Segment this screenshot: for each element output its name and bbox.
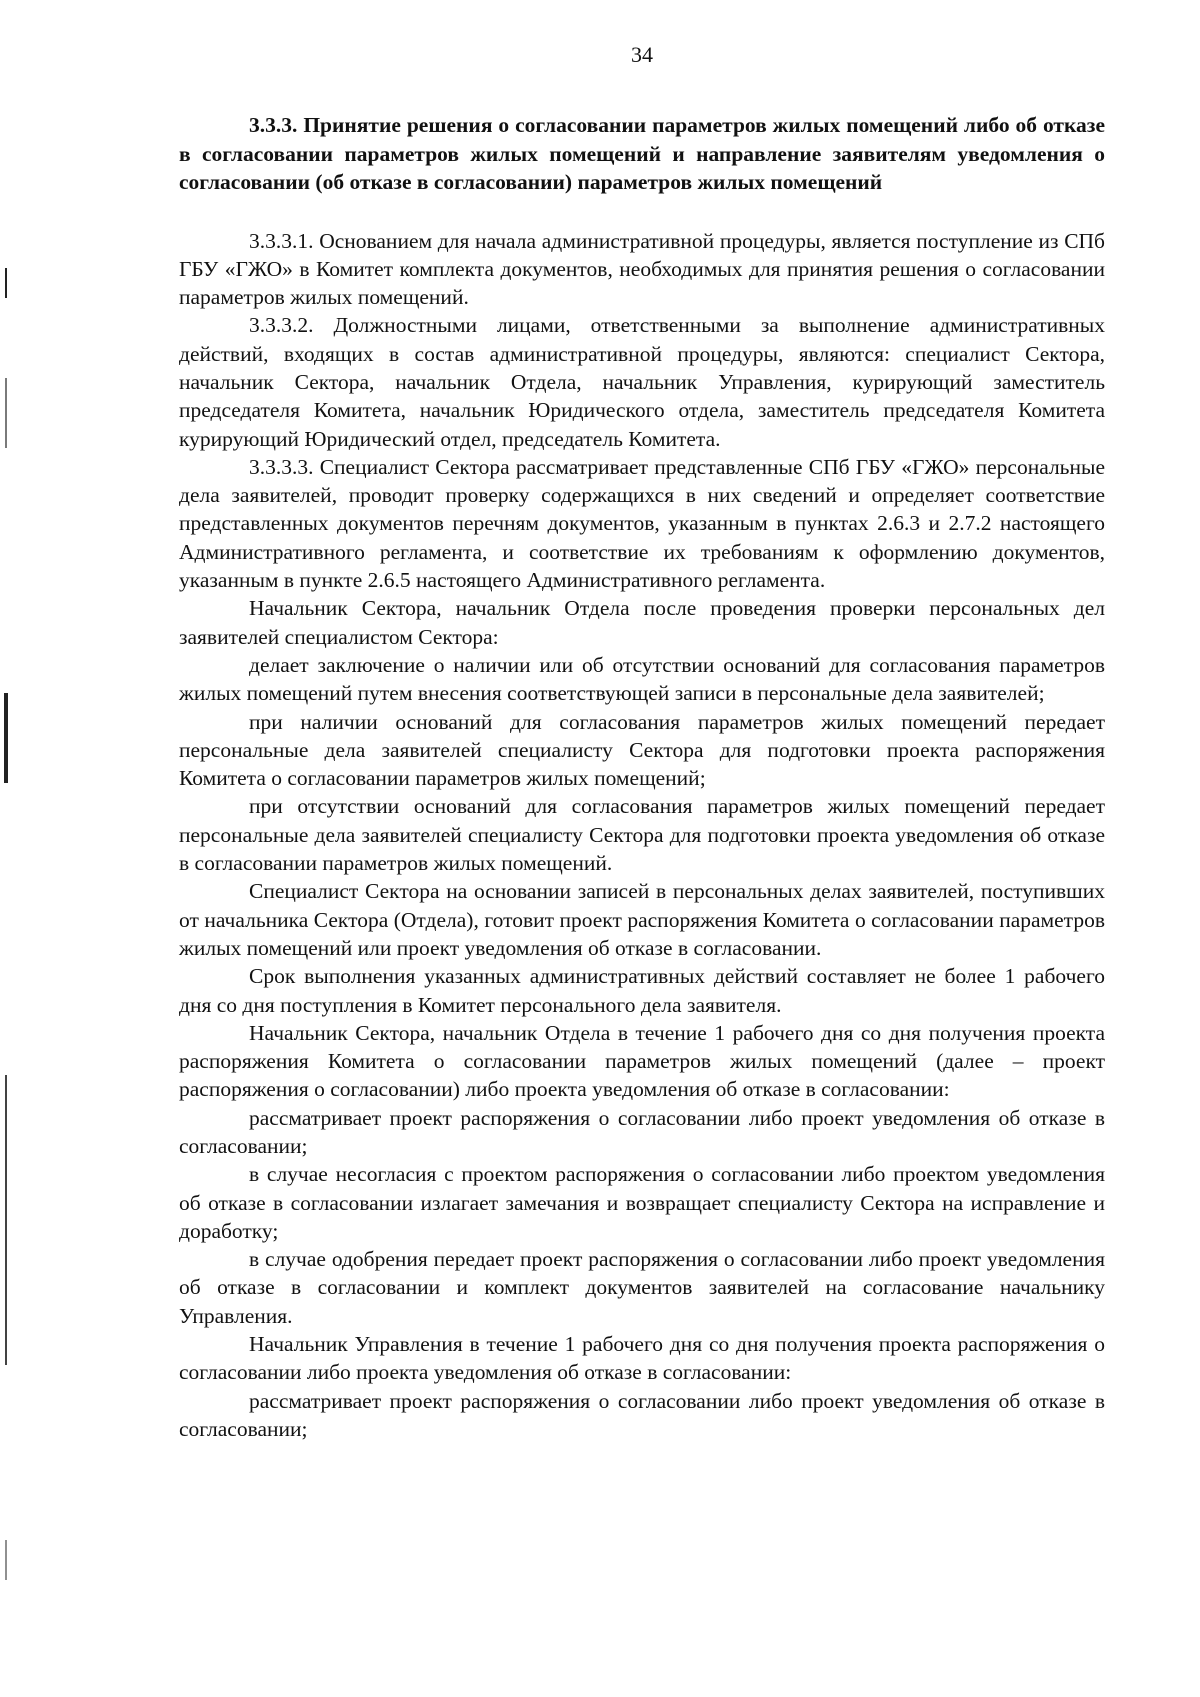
- paragraph: Начальник Управления в течение 1 рабочего дня со дня получения проекта распоряжения о согласовании либо проекта уведомления об отказе в согласовании:: [179, 1332, 1105, 1385]
- section-heading: 3.3.3. Принятие решения о согласовании параметров жилых помещений либо об отказе в согласовании параметров жилых помещений и направление заявителям уведомления о согласовании (об отказе в согласовании) параметров жилых помещений: [179, 113, 1105, 194]
- paragraph: в случае одобрения передает проект распоряжения о согласовании либо проект уведомления об отказе в согласовании и комплект документов заявителей на согласование начальнику Управления.: [179, 1247, 1105, 1328]
- page-content: [179, 111, 1105, 1443]
- paragraph: рассматривает проект распоряжения о согласовании либо проект уведомления об отказе в согласовании;: [179, 1105, 1105, 1158]
- paragraph: рассматривает проект распоряжения о согласовании либо проект уведомления об отказе в согласовании;: [179, 1388, 1105, 1441]
- scan-artifact-mark: [4, 693, 8, 783]
- paragraph: Начальник Сектора, начальник Отдела после проведения проверки персональных дел заявителей специалистом Сектора:: [179, 596, 1105, 649]
- scan-artifact-mark: [5, 1075, 7, 1365]
- paragraph: при отсутствии оснований для согласования параметров жилых помещений передает персональные дела заявителей специалисту Сектора для подготовки проекта уведомления об отказе в согласовании параметров жилых помещений.: [179, 794, 1105, 876]
- paragraph: делает заключение о наличии или об отсутствии оснований для согласования параметров жилых помещений путем внесения соответствующей записи в персональные дела заявителей;: [179, 652, 1105, 706]
- paragraph: 3.3.3.3. Специалист Сектора рассматривает представленные СПб ГБУ «ГЖО» персональные дела заявителей, проводит проверку содержащихся в них сведений и определяет соответствие представленных документов перечням документов, указанным в пунктах 2.6.3 и 2.7.2 настоящего Административного регламента, и соответствие их требованиям к оформлению документов, указанным в пункте 2.6.5 настоящего Административного регламента.: [179, 454, 1105, 593]
- scan-artifact-mark: [5, 1540, 7, 1580]
- page-number: 34: [631, 42, 653, 67]
- paragraph: при наличии оснований для согласования параметров жилых помещений передает персональные дела заявителей специалисту Сектора для подготовки проекта распоряжения Комитета о согласовании параметров жилых помещений;: [179, 709, 1105, 791]
- paragraph: Специалист Сектора на основании записей в персональных делах заявителей, поступивших от начальника Сектора (Отдела), готовит проект распоряжения Комитета о согласовании параметров жилых помещений или проект уведомления об отказе в согласовании.: [179, 879, 1105, 960]
- paragraph: Начальник Сектора, начальник Отдела в течение 1 рабочего дня со дня получения проекта распоряжения Комитета о согласовании параметров жилых помещений (далее – проект распоряжения о согласовании) либо проекта уведомления об отказе в согласовании:: [179, 1020, 1105, 1102]
- scan-artifact-mark: [5, 268, 7, 298]
- scan-artifact-mark: [5, 378, 7, 448]
- paragraph: 3.3.3.2. Должностными лицами, ответственными за выполнение административных действий, входящих в состав административной процедуры, являются: специалист Сектора, начальник Сектора, начальник Отдела, начальник Управления, курирующий заместитель председателя Комитета, начальник Юридического отдела, заместитель председателя Комитета курирующий Юридический отдел, председатель Комитета.: [179, 313, 1105, 451]
- body-text: [179, 227, 1105, 1444]
- paragraph: 3.3.3.1. Основанием для начала административной процедуры, является поступление из СПб ГБУ «ГЖО» в Комитет комплекта документов, необходимых для принятия решения о согласовании параметров жилых помещений.: [179, 228, 1105, 310]
- paragraph: в случае несогласия с проектом распоряжения о согласовании либо проектом уведомления об отказе в согласовании излагает замечания и возвращает специалисту Сектора на исправление и доработку;: [179, 1162, 1105, 1243]
- paragraph: Срок выполнения указанных административных действий составляет не более 1 рабочего дня со дня поступления в Комитет персонального дела заявителя.: [179, 964, 1105, 1017]
